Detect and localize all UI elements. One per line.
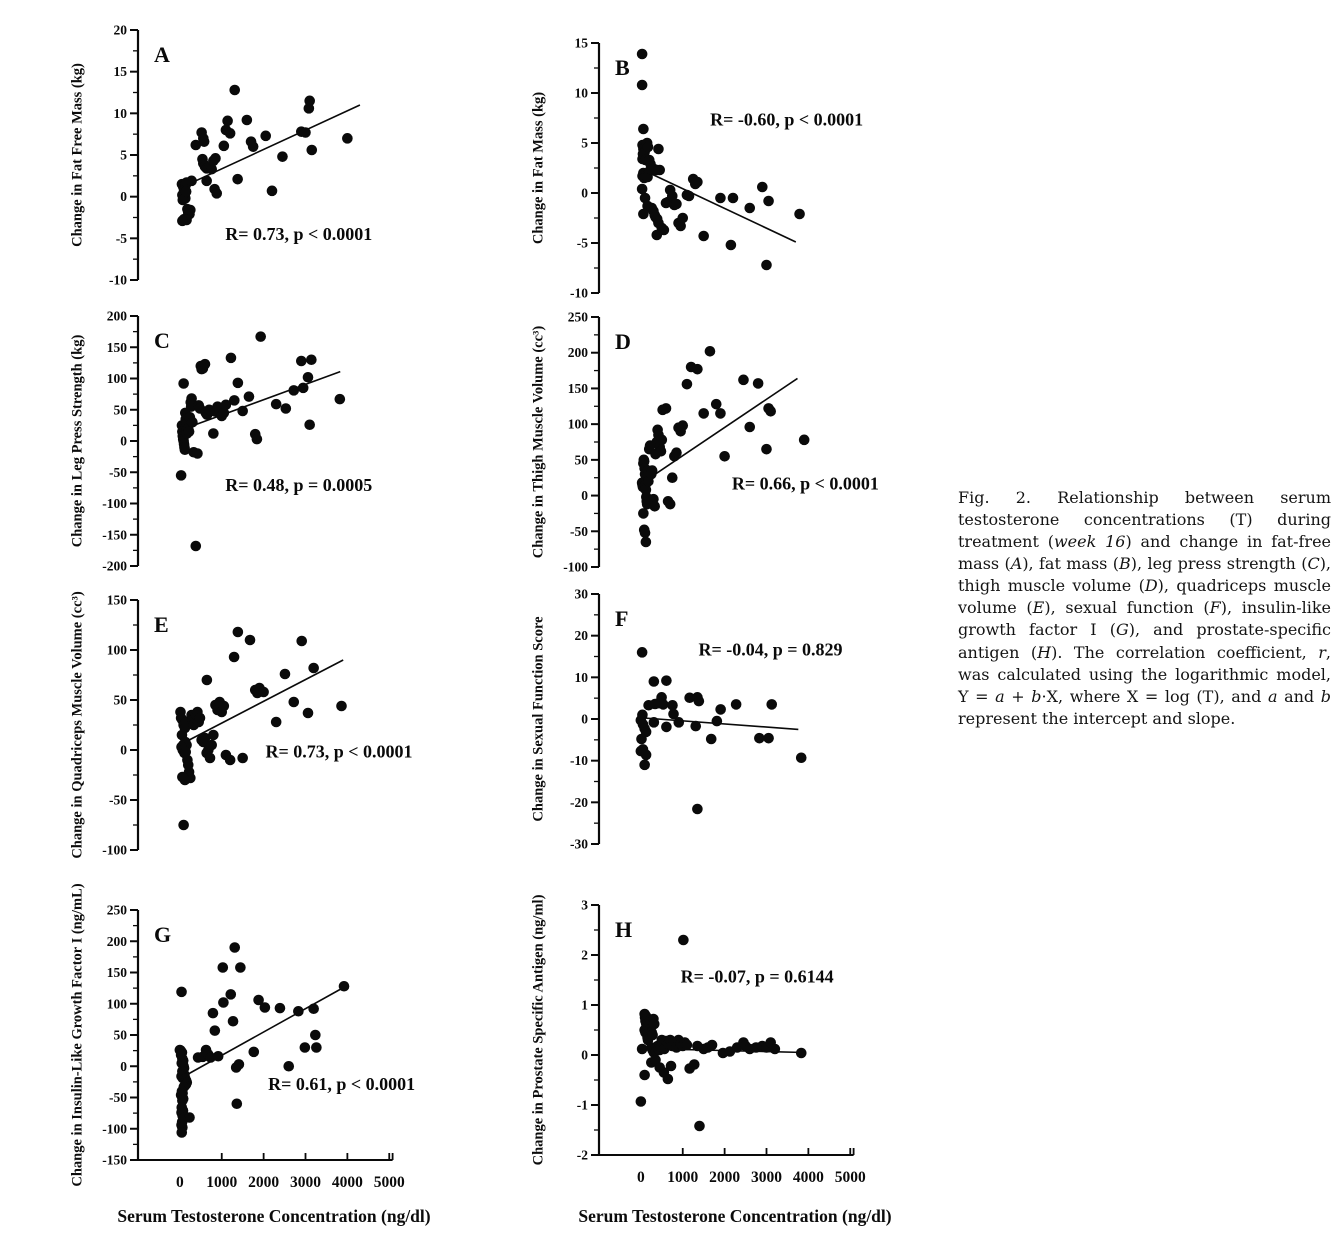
svg-text:30: 30: [574, 586, 588, 602]
svg-text:1: 1: [581, 997, 588, 1013]
svg-text:-50: -50: [109, 792, 127, 808]
svg-text:200: 200: [106, 308, 127, 324]
panel-f-plot: [559, 582, 879, 856]
svg-text:-10: -10: [570, 753, 588, 769]
svg-text:0: 0: [581, 1047, 588, 1063]
svg-text:100: 100: [567, 416, 588, 432]
svg-text:50: 50: [574, 452, 588, 468]
svg-text:20: 20: [574, 628, 588, 644]
svg-text:R= 0.61, p < 0.0001: R= 0.61, p < 0.0001: [268, 1074, 416, 1094]
svg-text:1000: 1000: [667, 1169, 699, 1186]
svg-text:R= -0.04, p = 0.829: R= -0.04, p = 0.829: [698, 639, 843, 660]
svg-text:10: 10: [574, 669, 588, 685]
svg-text:250: 250: [106, 902, 127, 918]
svg-text:150: 150: [106, 339, 127, 355]
svg-text:-20: -20: [570, 794, 588, 810]
svg-text:250: 250: [567, 309, 588, 325]
svg-text:150: 150: [106, 592, 127, 608]
svg-text:2000: 2000: [248, 1174, 280, 1191]
svg-text:100: 100: [106, 642, 127, 658]
svg-text:-50: -50: [109, 1090, 127, 1105]
svg-text:G: G: [154, 922, 172, 947]
svg-text:2: 2: [581, 947, 588, 963]
svg-text:-1: -1: [576, 1097, 588, 1113]
panel-b-plot: [559, 31, 879, 305]
svg-text:150: 150: [567, 380, 588, 396]
panel-g-ylabel: Change in Insulin-Like Growth Factor I (ng/mL): [69, 883, 86, 1187]
panel-a-plot: [98, 18, 418, 292]
svg-text:5: 5: [581, 135, 588, 151]
svg-text:0: 0: [581, 488, 588, 504]
svg-text:5000: 5000: [834, 1169, 866, 1186]
svg-text:5: 5: [120, 147, 127, 163]
svg-text:50: 50: [113, 1027, 127, 1043]
svg-text:0: 0: [120, 742, 127, 758]
svg-text:-10: -10: [570, 285, 588, 301]
panel-h-plot: [559, 893, 879, 1213]
svg-text:-2: -2: [576, 1147, 588, 1163]
svg-text:R= -0.60, p < 0.0001: R= -0.60, p < 0.0001: [710, 109, 864, 130]
svg-text:10: 10: [574, 85, 588, 101]
svg-text:100: 100: [106, 996, 127, 1012]
svg-text:10: 10: [113, 105, 127, 121]
panel-d-ylabel: Change in Thigh Muscle Volume (cc³): [530, 325, 547, 559]
panel-g-plot: [98, 898, 418, 1218]
x-axis-title-left: Serum Testosterone Concentration (ng/dl): [117, 1206, 431, 1226]
svg-text:1000: 1000: [206, 1174, 238, 1191]
panel-f-ylabel: Change in Sexual Function Score: [530, 616, 547, 822]
svg-text:3000: 3000: [290, 1174, 321, 1191]
svg-text:-30: -30: [570, 836, 588, 852]
panel-a-ylabel: Change in Fat Free Mass (kg): [69, 63, 86, 247]
svg-text:3: 3: [581, 897, 588, 913]
svg-text:2000: 2000: [709, 1169, 741, 1186]
svg-text:D: D: [615, 329, 631, 354]
svg-text:-100: -100: [102, 842, 127, 858]
svg-text:E: E: [154, 612, 169, 637]
svg-text:-100: -100: [102, 1121, 127, 1137]
svg-text:50: 50: [113, 692, 127, 708]
svg-text:A: A: [154, 42, 170, 67]
svg-text:-100: -100: [563, 559, 588, 575]
svg-text:0: 0: [120, 189, 127, 205]
svg-text:-10: -10: [109, 272, 127, 288]
panel-c-plot: [98, 304, 418, 578]
svg-text:100: 100: [106, 371, 127, 386]
panel-e-plot: [98, 588, 418, 862]
panel-h-ylabel: Change in Prostate Specific Antigen (ng/ml): [530, 894, 547, 1166]
svg-text:-5: -5: [115, 230, 127, 246]
panel-d-plot: [559, 305, 879, 579]
svg-text:0: 0: [176, 1174, 184, 1191]
svg-text:15: 15: [113, 64, 127, 80]
svg-text:R= 0.73, p < 0.0001: R= 0.73, p < 0.0001: [265, 741, 413, 762]
svg-text:R= -0.07, p = 0.6144: R= -0.07, p = 0.6144: [680, 966, 834, 987]
svg-text:3000: 3000: [751, 1169, 782, 1186]
svg-text:-50: -50: [570, 523, 588, 539]
panel-e-ylabel: Change in Quadriceps Muscle Volume (cc³): [69, 591, 86, 859]
svg-text:-150: -150: [102, 527, 127, 543]
svg-text:C: C: [154, 328, 170, 353]
svg-text:-200: -200: [102, 558, 127, 574]
svg-text:0: 0: [581, 185, 588, 201]
svg-text:R= 0.48, p = 0.0005: R= 0.48, p = 0.0005: [225, 475, 373, 495]
svg-text:0: 0: [581, 711, 588, 727]
figure-caption: Fig. 2. Relationship between serum testosterone concentrations (T) during treatment (week 16) and change in fat-free mass (A), fat mass (B), leg press strength (C), thigh muscle volume (D), quadriceps muscle volume (E), sexual function (F), insulin-like growth factor I (G), and prostate-specific antigen (H). The correlation coefficient, r, was calculated using the logarithmic model, Y = a + b·X, where X = log (T), and a and b represent the intercept and slope.: [958, 488, 1331, 728]
svg-text:-50: -50: [109, 464, 127, 480]
svg-text:200: 200: [106, 933, 127, 949]
svg-text:R= 0.73, p < 0.0001: R= 0.73, p < 0.0001: [225, 224, 373, 244]
svg-text:4000: 4000: [792, 1169, 824, 1186]
panel-b-ylabel: Change in Fat Mass (kg): [530, 91, 547, 245]
svg-text:-5: -5: [576, 235, 588, 251]
svg-text:H: H: [615, 917, 633, 942]
svg-text:0: 0: [637, 1169, 645, 1186]
svg-text:F: F: [615, 606, 629, 631]
panel-c-ylabel: Change in Leg Press Strength (kg): [69, 334, 86, 548]
svg-text:-150: -150: [102, 1152, 127, 1168]
svg-text:50: 50: [113, 402, 127, 418]
svg-text:B: B: [615, 55, 630, 80]
svg-text:150: 150: [106, 965, 127, 980]
svg-text:-100: -100: [102, 496, 127, 511]
svg-text:20: 20: [113, 22, 127, 38]
x-axis-title-right: Serum Testosterone Concentration (ng/dl): [578, 1206, 892, 1226]
svg-text:4000: 4000: [331, 1174, 363, 1191]
svg-text:5000: 5000: [373, 1174, 405, 1191]
svg-text:200: 200: [567, 345, 588, 361]
svg-text:0: 0: [120, 1058, 127, 1074]
svg-text:0: 0: [120, 433, 127, 449]
svg-text:15: 15: [574, 35, 588, 51]
svg-text:R= 0.66, p < 0.0001: R= 0.66, p < 0.0001: [731, 473, 879, 494]
